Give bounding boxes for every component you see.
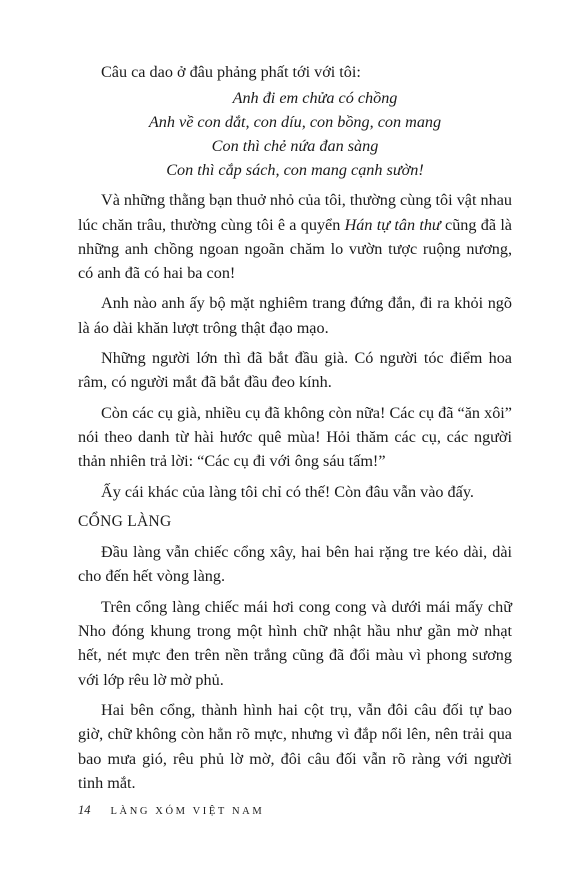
paragraph-old-folks: Còn các cụ già, nhiều cụ đã không còn nữa! Các cụ đã “ăn xôi” nói theo danh từ hài hước quê mùa! Hỏi thăm các cụ, các người thản nhiên trả lời: “Các cụ đi với ông sáu tấm!”	[78, 403, 512, 471]
paragraph-serious-men: Anh nào anh ấy bộ mặt nghiêm trang đứng đắn, đi ra khỏi ngõ là áo dài khăn lượt trông thật đạo mạo.	[78, 294, 512, 337]
poem-line-3: Con thì chẻ nứa đan sàng	[211, 137, 379, 156]
paragraph-gate-intro: Đầu làng vẫn chiếc cổng xây, hai bên hai rặng tre kéo dài, dài cho đến hết vòng làng.	[78, 543, 512, 586]
poem-line-2: Anh về con dắt, con díu, con bồng, con mang	[148, 113, 442, 132]
paragraph-elders: Những người lớn thì đã bắt đầu già. Có người tóc điểm hoa râm, có người mắt đã bắt đầu đeo kính.	[78, 349, 512, 392]
folk-poem	[78, 86, 512, 182]
body-text	[78, 60, 512, 801]
paragraph-text: cũng đã là những anh chồng ngoan ngoãn chăm lo vườn tược ruộng nương, có anh đã có hai ba con!	[78, 215, 512, 283]
running-title: LÀNG XÓM VIỆT NAM	[110, 806, 265, 817]
book-title: Hán tự tân thư	[344, 215, 441, 234]
paragraph-conclusion: Ấy cái khác của làng tôi chỉ có thế! Còn đâu vẫn vào đấy.	[101, 482, 474, 501]
paragraph-gate-pillars: Hai bên cổng, thành hình hai cột trụ, vẫn đôi câu đối tự bao giờ, chữ không còn hẳn rõ mực, nhưng vì đắp nổi lên, nên trải qua bao mưa gió, rêu phủ lờ mờ, đôi câu đối vẫn rõ ràng với người tinh mắt.	[78, 700, 512, 792]
page-footer	[78, 803, 264, 818]
paragraph-text: Và những thằng bạn thuở nhỏ của tôi, thường cùng tôi vật nhau lúc chăn trâu, thường cùng tôi ê a quyển	[78, 191, 512, 234]
paragraph-gate-roof: Trên cổng làng chiếc mái hơi cong cong và dưới mái mấy chữ Nho đóng khung trong một hình chữ nhật hầu như gần mờ nhạt hết, nét mực đen trên nền trắng cũng đã đổi màu vì phong sương với lớp rêu lờ mờ phủ.	[78, 597, 512, 689]
paragraph-childhood-friends	[78, 188, 512, 285]
page-number: 14	[78, 803, 91, 817]
section-heading: CỔNG LÀNG	[78, 512, 172, 530]
poem-line-1: Anh đi em chửa có chồng	[232, 89, 398, 108]
poem-line-4: Con thì cắp sách, con mang cạnh sườn!	[166, 161, 424, 180]
paragraph-intro: Câu ca dao ở đâu phảng phất tới với tôi:	[101, 63, 361, 81]
